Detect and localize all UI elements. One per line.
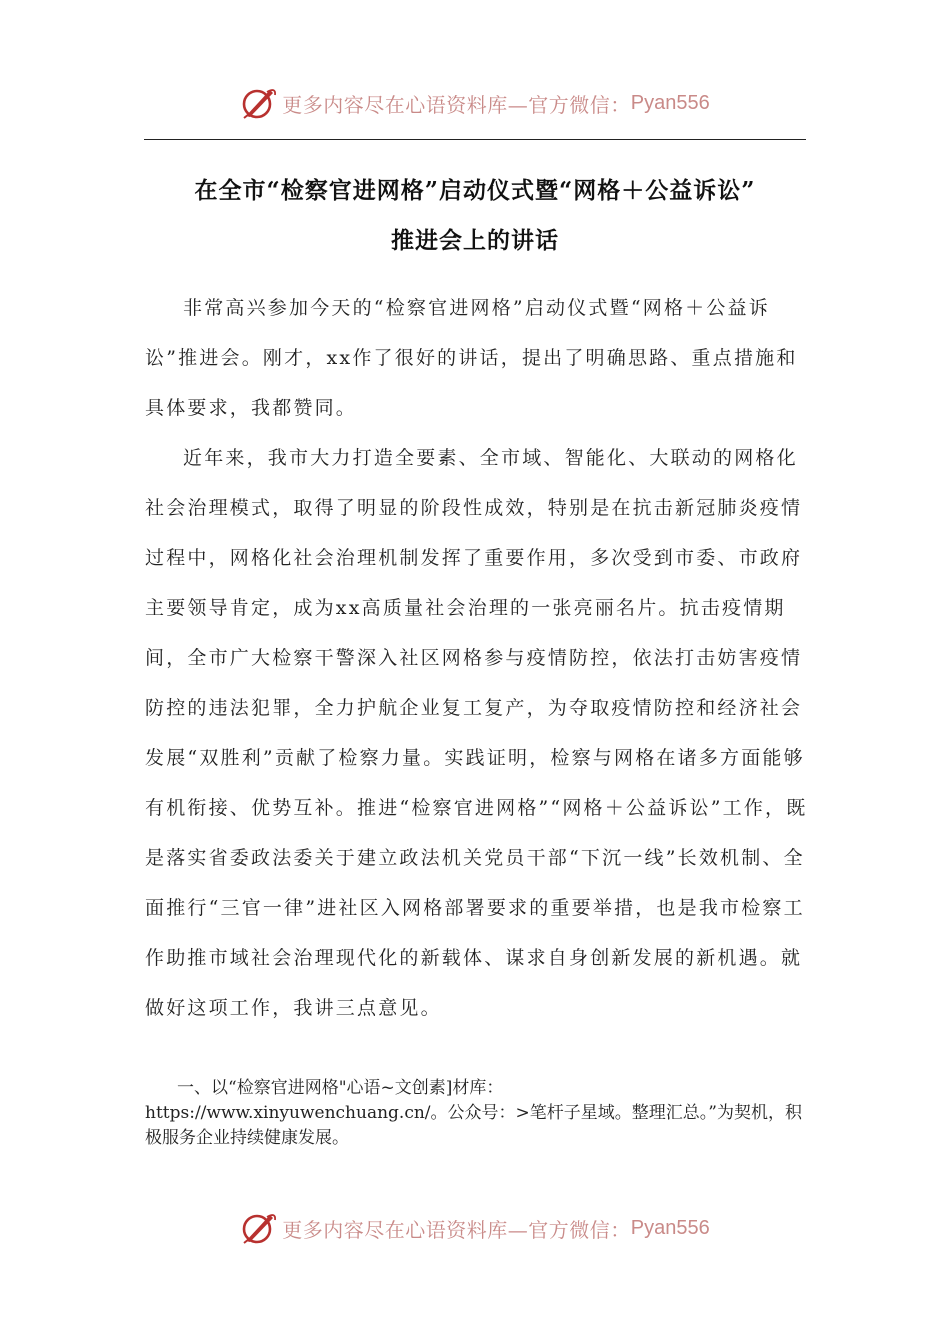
header-divider	[144, 139, 806, 140]
wechat-id: Pyan556	[630, 91, 710, 114]
paragraph: 近年来，我市大力打造全要素、全市域、智能化、大联动的网格化社会治理模式，取得了明显的阶段性成效，特别是在抗击新冠肺炎疫情过程中，网格化社会治理机制发挥了重要作用，多次受到市委、市政府主要领导肯定，成为xx高质量社会治理的一张亮丽名片。抗击疫情期间，全市广大检察干警深入社区网格参与疫情防控，依法打击妨害疫情防控的违法犯罪，全力护航企业复工复产，为夺取疫情防控和经济社会发展“双胜利”贡献了检察力量。实践证明，检察与网格在诸多方面能够有机衔接、优势互补。推进“检察官进网格”“网格＋公益诉讼”工作，既是落实省委政法委关于建立政法机关党员干部“下沉一线”长效机制、全面推行“三官一律”进社区入网格部署要求的重要举措，也是我市检察工作助推市域社会治理现代化的新载体、谋求自身创新发展的新机遇。就做好这项工作，我讲三点意见。	[145, 447, 808, 1019]
quill-pen-logo-icon	[240, 1210, 278, 1246]
document-title-line-2: 推进会上的讲话	[391, 227, 559, 254]
wechat-id: Pyan556	[630, 1216, 710, 1239]
banner-text: 更多内容尽在心语资料库—官方微信：	[282, 92, 631, 117]
footer-banner	[0, 1203, 950, 1253]
paragraph: 非常高兴参加今天的“检察官进网格”启动仪式暨“网格＋公益诉讼”推进会。刚才，xx作了很好的讲话，提出了明确思路、重点措施和具体要求，我都赞同。	[145, 297, 798, 419]
document-title-line-1: 在全市“检察官进网格”启动仪式暨“网格＋公益诉讼”	[194, 177, 756, 204]
document-body	[145, 283, 813, 1033]
header-banner	[0, 78, 950, 128]
section-heading	[145, 1076, 805, 1151]
section-heading-text: 一、以“检察官进网格"心语~文创素]材库：https://www.xinyuwenchuang.cn/。公众号：>笔杆子星域。整理汇总。”为契机，积极服务企业持续健康发展。	[145, 1078, 802, 1148]
banner-text: 更多内容尽在心语资料库—官方微信：	[282, 1217, 631, 1242]
quill-pen-logo-icon	[240, 85, 278, 121]
